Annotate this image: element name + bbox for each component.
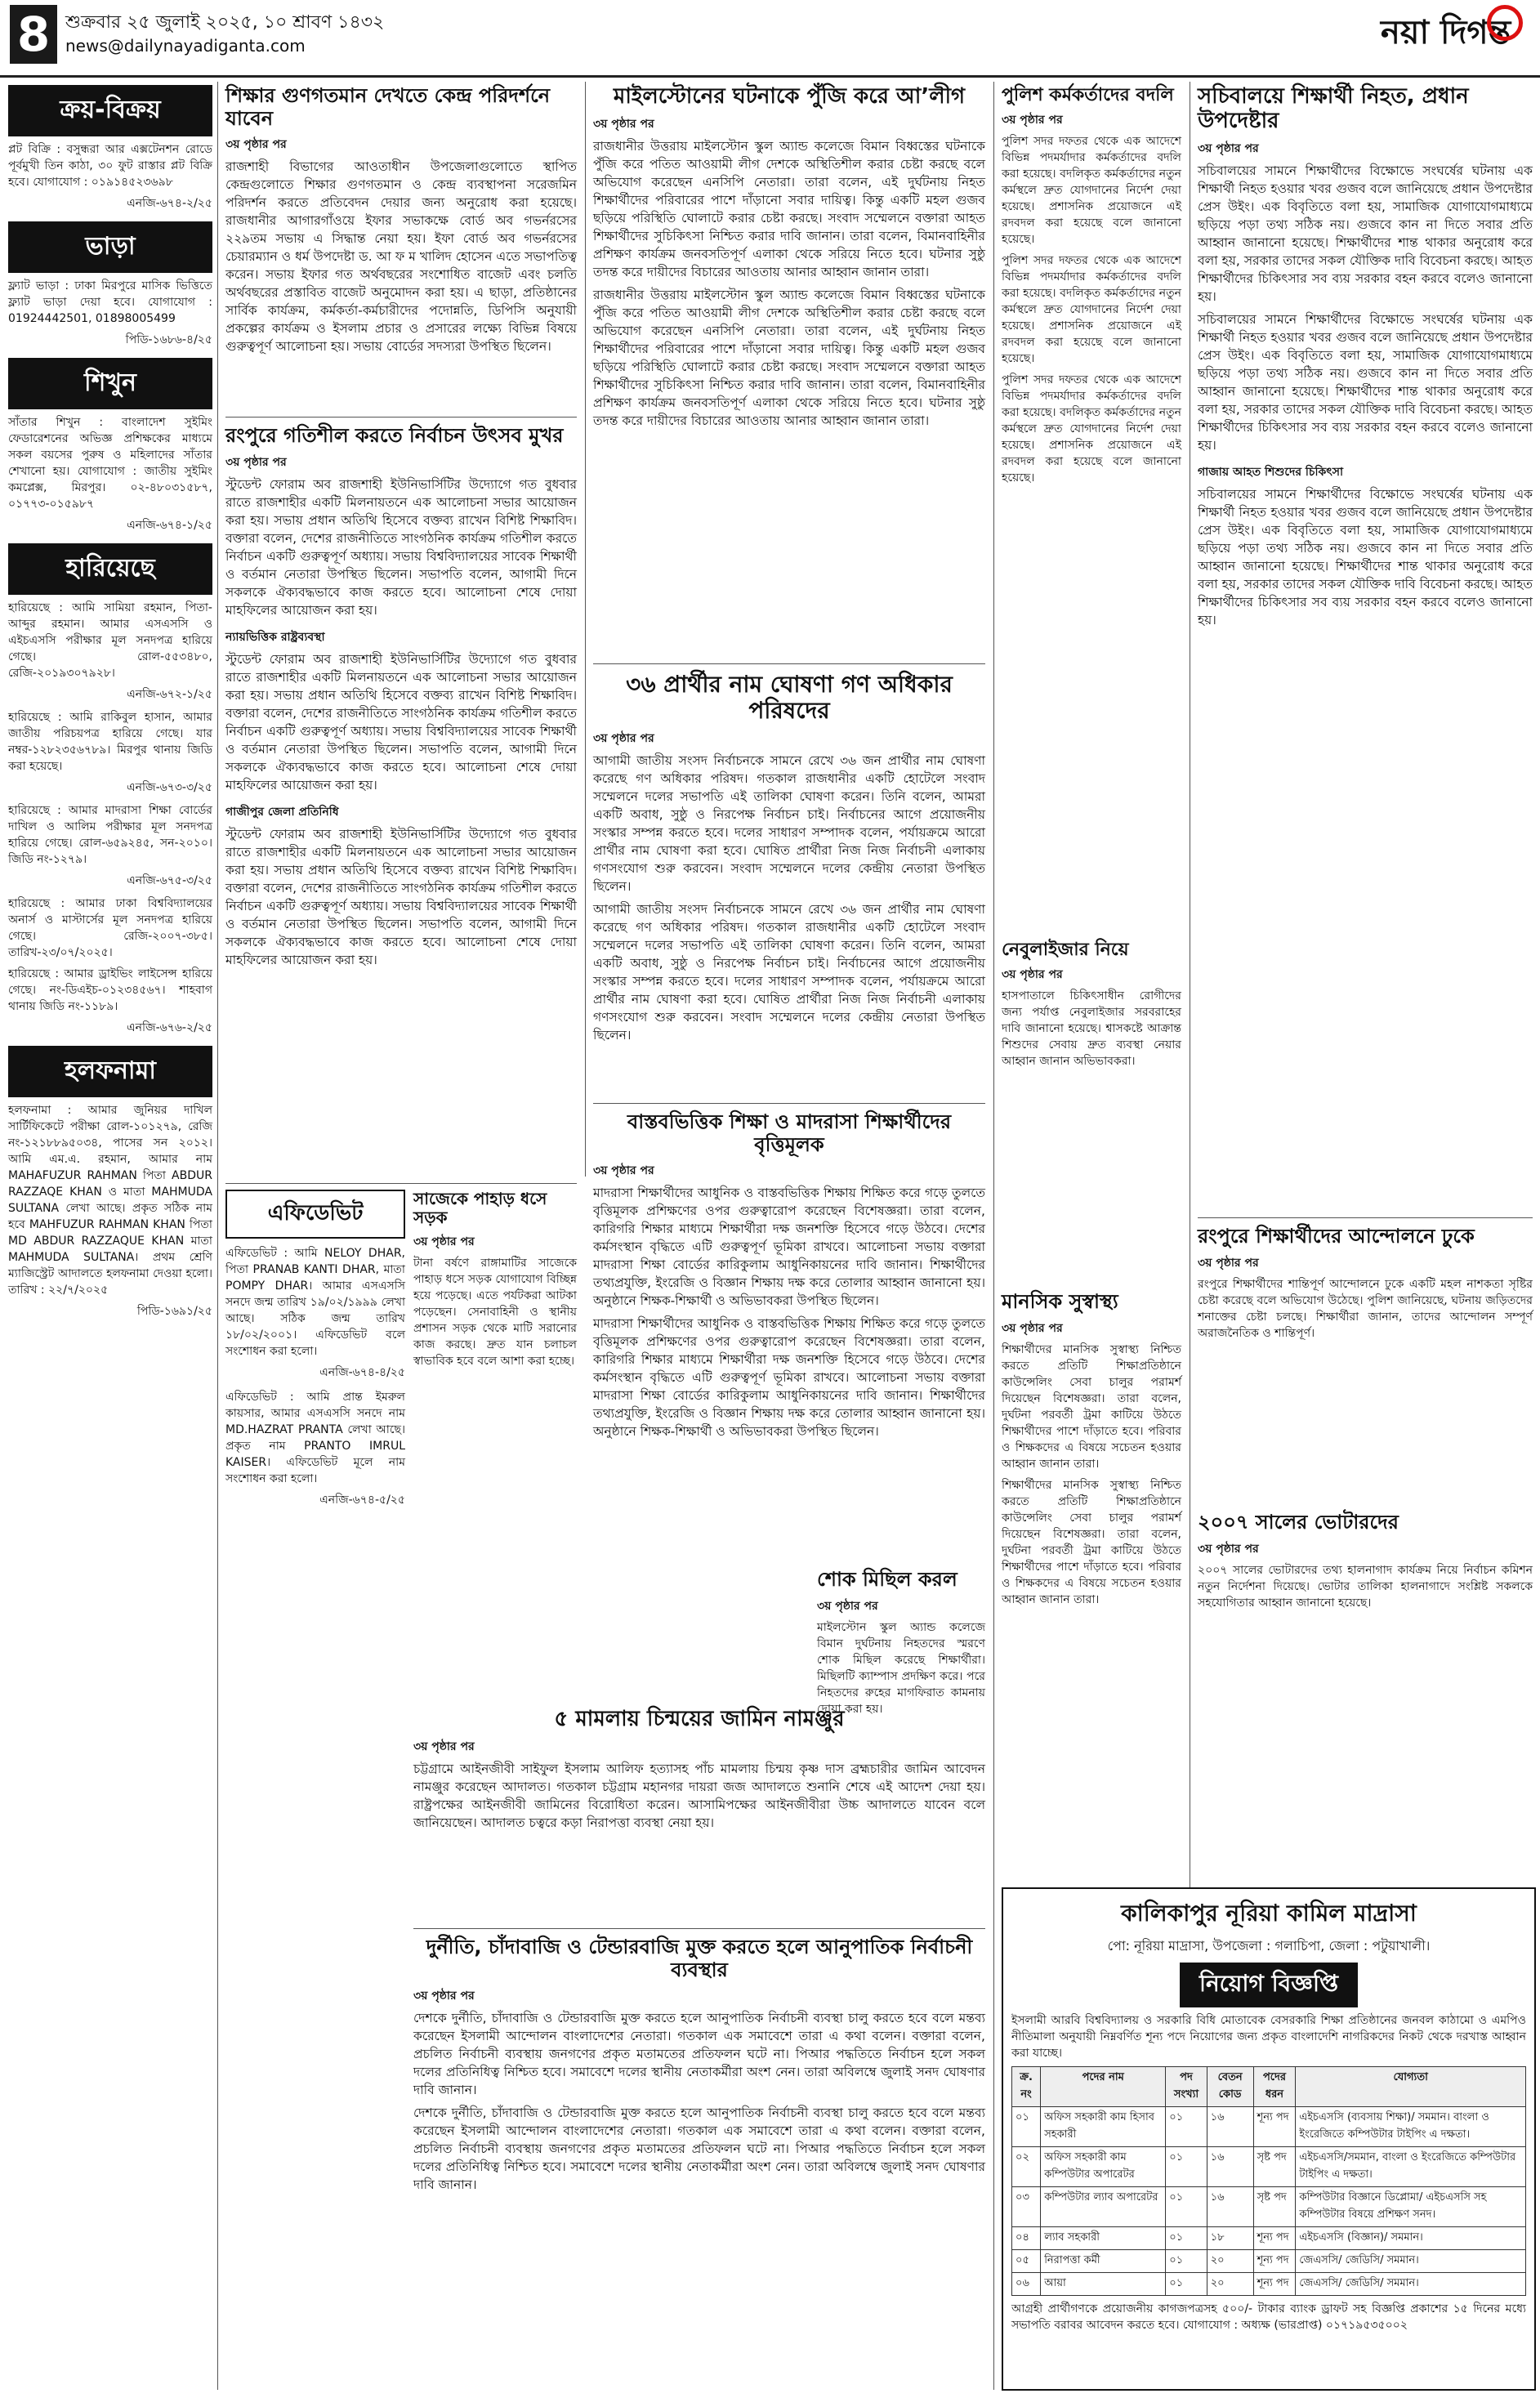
body: সচিবালয়ের সামনে শিক্ষার্থীদের বিক্ষোভে সংঘর্ষের ঘটনায় এক শিক্ষার্থী নিহত হওয়ার খবর গুজব বলে জানিয়েছে প্রধান উপদেষ্টার প্রেস উইং। এক বিবৃতিতে বলা হয়, সামাজিক যোগাযোগমাধ্যমে ছড়িয়ে পড়া তথ্য সঠিক নয়। গুজবে কান না দিতে সবার প্রতি আহ্বান জানানো হয়েছে। শিক্ষার্থীদের শান্ত থাকার অনুরোধ করে বলা হয়, সরকার তাদের সকল যৌক্তিক দাবি বিবেচনা করছে। আহত শিক্ষার্থীদের চিকিৎসার সব ব্যয় সরকার বহন করবে বলেও জানানো হয়। — [1198, 163, 1533, 304]
notice-footer: আগ্রহী প্রার্থীগণকে প্রয়োজনীয় কাগজপত্রসহ ৫০০/- টাকার ব্যাংক ড্রাফট সহ বিজ্ঞপ্তি প্রকাশের ১৫ দিনের মধ্যে সভাপতি বরাবর আবেদন করতে হবে। যোগাযোগ : অধ্যক্ষ (ভারপ্রাপ্ত) ০১৭১৯৫৩৫০০২ — [1011, 2302, 1526, 2332]
body: মাদরাসা শিক্ষার্থীদের আধুনিক ও বাস্তবভিত্তিক শিক্ষায় শিক্ষিত করে গড়ে তুলতে বৃত্তিমূলক প্রশিক্ষণের ওপর গুরুত্বারোপ করেছেন বিশেষজ্ঞরা। তারা বলেন, কারিগরি শিক্ষার মাধ্যমে শিক্ষার্থীরা দক্ষ জনশক্তি হিসেবে গড়ে উঠবে। দেশের কর্মসংস্থান বৃদ্ধিতে এটি গুরুত্বপূর্ণ ভূমিকা রাখবে। আলোচনা সভায় বক্তারা মাদরাসা শিক্ষা বোর্ডের কারিকুলাম আধুনিকায়নের দাবি জানান। শিক্ষার্থীদের তথ্যপ্রযুক্তি, ইংরেজি ও বিজ্ঞান শিক্ষায় দক্ষ করে তোলার আহ্বান জানানো হয়। অনুষ্ঠানে শিক্ষক-শিক্ষার্থী ও অভিভাবকরা উপস্থিত ছিলেন। — [593, 1186, 985, 1309]
buy-sell-code: এনজি-৬৭৪-২/২৫ — [127, 197, 212, 210]
subhead: গাজীপুর জেলা প্রতিনিধি — [225, 805, 339, 819]
column-divider — [585, 82, 586, 1177]
article-chinmoy — [413, 1708, 985, 1920]
affidavit-ad-title: এফিডেভিট — [225, 1190, 405, 1239]
body: আগামী জাতীয় সংসদ নির্বাচনকে সামনে রেখে ৩৬ জন প্রার্থীর নাম ঘোষণা করেছে গণ অধিকার পরিষদ। গতকাল রাজধানীর একটি হোটেলে সংবাদ সম্মেলনে দলের সভাপতি এই তালিকা ঘোষণা করেন। তিনি বলেন, আমরা একটি অবাধ, সুষ্ঠু ও নিরপেক্ষ নির্বাচন চাই। নির্বাচনের আগে প্রয়োজনীয় সংস্কার সম্পন্ন করতে হবে। দলের সাধারণ সম্পাদক বলেন, পর্যায়ক্রমে আরো প্রার্থীর নাম ঘোষণা করা হবে। ঘোষিত প্রার্থীরা নিজ নিজ নির্বাচনী এলাকায় গণসংযোগ শুরু করবেন। সংবাদ সম্মেলনে দলের কেন্দ্রীয় নেতারা উপস্থিত ছিলেন। — [593, 902, 985, 1043]
article-2007-voters — [1198, 1512, 1533, 1879]
cell: আয়া — [1041, 2273, 1166, 2296]
headline: ৫ মামলায় চিন্ময়ের জামিন নামঞ্জুর — [554, 1707, 845, 1731]
notice-title: নিয়োগ বিজ্ঞপ্তি — [1180, 1963, 1358, 2007]
divider — [225, 417, 577, 418]
body: হাসপাতালে চিকিৎসাধীন রোগীদের জন্য পর্যাপ্ত নেবুলাইজার সরবরাহের দাবি জানানো হয়েছে। শ্বাসকষ্টে আক্রান্ত শিশুদের সেবায় দ্রুত ব্যবস্থা নেয়ার আহ্বান জানান অভিভাবকরা। — [1002, 989, 1181, 1069]
rent-code: পিডি-১৬৮৬-৪/২৫ — [125, 333, 212, 346]
cell: জেএসসি/ জেডিসি/ সমমান। — [1296, 2250, 1526, 2273]
buy-sell-text: প্লট বিক্রি : বসুন্ধরা আর এক্সটেনশন রোডে পূর্বমুখী তিন কাঠা, ৩০ ফুট রাস্তার প্লট বিক্রি হবে। যোগাযোগ : ০১৯১৪৫২৩৬৯৮ — [8, 143, 212, 189]
headline: নেবুলাইজার নিয়ে — [1002, 940, 1129, 960]
cell: ০৫ — [1012, 2250, 1041, 2273]
cell: ০৬ — [1012, 2273, 1041, 2296]
learn-text: সাঁতার শিখুন : বাংলাদেশ সুইমিং ফেডারেশনের অভিজ্ঞ প্রশিক্ষকের মাধ্যমে সকল বয়সের পুরুষ ও মহিলাদের সাঁতার শেখানো হয়। যোগাযোগ : জাতীয় সুইমিং কমপ্লেক্স, মিরপুর। ০২-৪৮০৩১৫৮৭, ০১৭৭৩-০১৫৯৮৭ — [8, 416, 212, 511]
kicker: ৩য় পৃষ্ঠার পর — [593, 732, 654, 746]
body: রংপুরে শিক্ষার্থীদের শান্তিপূর্ণ আন্দোলনে ঢুকে একটি মহল নাশকতা সৃষ্টির চেষ্টা করেছে বলে অভিযোগ উঠেছে। পুলিশ জানিয়েছে, ঘটনায় জড়িতদের শনাক্তের চেষ্টা চলছে। শিক্ষার্থীরা জানান, তাদের আন্দোলন সম্পূর্ণ অরাজনৈতিক ও শান্তিপূর্ণ। — [1198, 1277, 1533, 1340]
table-header: যোগ্যতা — [1296, 2067, 1526, 2107]
kicker: ৩য় পৃষ্ঠার পর — [1198, 1542, 1259, 1556]
kicker: ৩য় পৃষ্ঠার পর — [413, 1739, 475, 1753]
divider — [1198, 1217, 1533, 1218]
cell: ০১ — [1012, 2107, 1041, 2147]
cell: ২০ — [1207, 2273, 1253, 2296]
notice-org: কালিকাপুর নূরিয়া কামিল মাদ্রাসা — [1121, 1900, 1417, 1927]
body: পুলিশ সদর দফতর থেকে এক আদেশে বিভিন্ন পদমর্যাদার কর্মকর্তাদের বদলি করা হয়েছে। বদলিকৃত কর্মকর্তাদের নতুন কর্মস্থলে দ্রুত যোগদানের নির্দেশ দেয়া হয়েছে। প্রশাসনিক প্রয়োজনে এই রদবদল করা হয়েছে বলে জানানো হয়েছে। — [1002, 373, 1181, 485]
page-number: 8 — [10, 5, 57, 64]
cell: এইচএসসি (ব্যবসায় শিক্ষা)/ সমমান। বাংলা ও ইংরেজিতে কম্পিউটার টাইপিং এ দক্ষতা। — [1296, 2107, 1526, 2147]
table-row — [1012, 2227, 1526, 2250]
logo-ring-icon — [1487, 5, 1523, 41]
page-header — [0, 0, 1540, 78]
affidavit-ad-item: এফিডেভিট : আমি NELOY DHAR, পিতা PRANAB KANTI DHAR, মাতা POMPY DHAR। আমার এসএসসি সনদে জন্ম তারিখ ১৯/০২/১৯৯৯ লেখা আছে। সঠিক জন্ম তারিখ ১৮/০২/২০০১। এফিডেভিট বলে সংশোধন করা হলো। — [225, 1247, 405, 1358]
body: রাজশাহী বিভাগের আওতাধীন উপজেলাগুলোতে স্থাপিত কেন্দ্রগুলোতে শিক্ষার গুণগতমান ও কেন্দ্র ব্যবস্থাপনা সরেজমিন পরিদর্শন করতে প্রতিবেদন দেয়ার জন্য অনুরোধ করা হয়েছে। রাজধানীর আগারগাঁওয়ে ইফার সভাকক্ষে বোর্ড অব গভর্নরসের ২২৯তম সভায় এ সিদ্ধান্ত নেয়া হয়। ইফা বোর্ড অব গভর্নরসের চেয়ারম্যান ও ধর্ম উপদেষ্টা ড. আ ফ ম খালিদ হোসেন এতে সভাপতিত্ব করেন। সভায় ইফার গত অর্থবছরের সংশোধিত বাজেট এবং চলতি অর্থবছরের প্রস্তাবিত বাজেট অনুমোদন করা হয়। এ ছাড়া, প্রতিষ্ঠানের সার্বিক কার্যক্রম, কর্মকর্তা-কর্মচারীদের পদোন্নতি, ডিপিসি অনুযায়ী প্রকল্পের কার্যক্রম ও ইসলাম প্রচার ও প্রসারের লক্ষ্যে বিভিন্ন বিষয়ে গুরুত্বপূর্ণ আলোচনা হয়। সভায় বোর্ডের সদস্যরা উপস্থিত ছিলেন। — [225, 159, 577, 355]
kicker: ৩য় পৃষ্ঠার পর — [593, 1164, 654, 1178]
headline: ৩৬ প্রার্থীর নাম ঘোষণা গণ অধিকার পরিষদের — [626, 671, 953, 725]
article-rangpur-election — [225, 425, 577, 1177]
lost-item: হারিয়েছে : আমি রাকিবুল হাসান, আমার জাতীয় পরিচয়পত্র হারিয়ে গেছে। যার নম্বর-১২৮২৩৫৬৭৮৯। মিরপুর থানায় জিডি করা হয়েছে। — [8, 711, 212, 773]
article-nebulizer — [1002, 940, 1181, 1283]
cell: ০১ — [1166, 2107, 1207, 2147]
article-sajek — [413, 1190, 577, 1614]
learn-title: শিখুন — [8, 358, 212, 409]
divider — [225, 1183, 577, 1184]
article-secretariat — [1198, 85, 1533, 1131]
notice-intro: ইসলামী আরবি বিশ্ববিদ্যালয় ও সরকারি বিধি মোতাবেক বেসরকারি শিক্ষা প্রতিষ্ঠানের জনবল কাঠামো ও এমপিও নীতিমালা অনুযায়ী নিম্নবর্ণিত শূন্য পদে নিয়োগের জন্য প্রকৃত বাংলাদেশি নাগরিকদের নিকট থেকে দরখাস্ত আহ্বান করা যাচ্ছে। — [1011, 2014, 1526, 2060]
cell: নিরাপত্তা কর্মী — [1041, 2250, 1166, 2273]
rent-title: ভাড়া — [8, 221, 212, 273]
body: ২০০৭ সালের ভোটারদের তথ্য হালনাগাদ কার্যক্রম নিয়ে নির্বাচন কমিশন নতুন নির্দেশনা দিয়েছে। ভোটার তালিকা হালনাগাদে সংশ্লিষ্ট সকলকে সহযোগিতার আহ্বান জানানো হয়েছে। — [1198, 1563, 1533, 1610]
body: টানা বর্ষণে রাঙ্গামাটির সাজেকে পাহাড় ধসে সড়ক যোগাযোগ বিচ্ছিন্ন হয়ে পড়েছে। এতে পর্যটকরা আটকা পড়েছেন। সেনাবাহিনী ও স্থানীয় প্রশাসন সড়ক থেকে মাটি সরানোর কাজ করছে। দ্রুত যান চলাচল স্বাভাবিক হবে বলে আশা করা হচ্ছে। — [413, 1257, 577, 1368]
divider — [593, 1103, 985, 1104]
body: মাদরাসা শিক্ষার্থীদের আধুনিক ও বাস্তবভিত্তিক শিক্ষায় শিক্ষিত করে গড়ে তুলতে বৃত্তিমূলক প্রশিক্ষণের ওপর গুরুত্বারোপ করেছেন বিশেষজ্ঞরা। তারা বলেন, কারিগরি শিক্ষার মাধ্যমে শিক্ষার্থীরা দক্ষ জনশক্তি হিসেবে গড়ে উঠবে। দেশের কর্মসংস্থান বৃদ্ধিতে এটি গুরুত্বপূর্ণ ভূমিকা রাখবে। আলোচনা সভায় বক্তারা মাদরাসা শিক্ষা বোর্ডের কারিকুলাম আধুনিকায়নের দাবি জানান। শিক্ষার্থীদের তথ্যপ্রযুক্তি, ইংরেজি ও বিজ্ঞান শিক্ষায় দক্ষ করে তোলার আহ্বান জানানো হয়। অনুষ্ঠানে শিক্ষক-শিক্ষার্থী ও অভিভাবকরা উপস্থিত ছিলেন। — [593, 1316, 985, 1440]
lost-code: এনজি-৬৭৩-৩/২৫ — [127, 781, 212, 794]
table-row — [1012, 2147, 1526, 2187]
cell: কম্পিউটার বিজ্ঞানে ডিপ্লোমা/ এইচএসসি সহ কম্পিউটার বিষয়ে প্রশিক্ষণ সনদ। — [1296, 2187, 1526, 2227]
cell: শূন্য পদ — [1253, 2273, 1296, 2296]
cell: কম্পিউটার ল্যাব অপারেটর — [1041, 2187, 1166, 2227]
article-milestone — [593, 85, 985, 657]
lost-item: হারিয়েছে : আমার মাদরাসা শিক্ষা বোর্ডের দাখিল ও আলিম পরীক্ষার মূল সনদপত্র হারিয়ে গেছে। রোল-৬৫৯২৪৫, সন-২০১০। জিডি নং-১২৭৯। — [8, 804, 212, 866]
kicker: ৩য় পৃষ্ঠার পর — [1002, 1321, 1063, 1335]
kicker: ৩য় পৃষ্ঠার পর — [225, 138, 287, 152]
headline: মাইলস্টোনের ঘটনাকে পুঁজি করে আ’লীগ — [613, 84, 966, 109]
body: স্টুডেন্ট ফোরাম অব রাজশাহী ইউনিভার্সিটির উদ্যোগে গত বুধবার রাতে রাজশাহীর একটি মিলনায়তনে এক আলোচনা সভার আয়োজন করা হয়। সভায় প্রধান অতিথি হিসেবে বক্তব্য রাখেন বিশিষ্ট শিক্ষাবিদ। বক্তারা বলেন, দেশের রাজনীতিতে সাংগঠনিক কার্যক্রম গতিশীল করতে নির্বাচন একটি গুরুত্বপূর্ণ অধ্যায়। সভায় বিশ্ববিদ্যালয়ের সাবেক শিক্ষার্থী ও বর্তমান নেতারা উপস্থিত ছিলেন। সভাপতি বলেন, আগামী দিনে সকলকে ঐক্যবদ্ধভাবে কাজ করতে হবে। আলোচনা শেষে দোয়া মাহফিলের আয়োজন করা হয়। — [225, 651, 577, 793]
headline: শিক্ষার গুণগতমান দেখতে কেন্দ্র পরিদর্শনে যাবেন — [225, 84, 551, 130]
cell: জেএসসি/ জেডিসি/ সমমান। — [1296, 2273, 1526, 2296]
cell: ০৩ — [1012, 2187, 1041, 2227]
affidavit-ad-item: এফিডেভিট : আমি প্রান্ত ইমরুল কায়সার, আমার এসএসসি সনদে নাম MD.HAZRAT PRANTA লেখা আছে। প্রকৃত নাম PRANTO IMRUL KAISER। এফিডেভিট মূলে নাম সংশোধন করা হলো। — [225, 1391, 405, 1485]
body: আগামী জাতীয় সংসদ নির্বাচনকে সামনে রেখে ৩৬ জন প্রার্থীর নাম ঘোষণা করেছে গণ অধিকার পরিষদ। গতকাল রাজধানীর একটি হোটেলে সংবাদ সম্মেলনে দলের সভাপতি এই তালিকা ঘোষণা করেন। তিনি বলেন, আমরা একটি অবাধ, সুষ্ঠু ও নিরপেক্ষ নির্বাচন চাই। নির্বাচনের আগে প্রয়োজনীয় সংস্কার সম্পন্ন করতে হবে। দলের সাধারণ সম্পাদক বলেন, পর্যায়ক্রমে আরো প্রার্থীর নাম ঘোষণা করা হবে। ঘোষিত প্রার্থীরা নিজ নিজ নির্বাচনী এলাকায় গণসংযোগ শুরু করবেন। সংবাদ সম্মেলনে দলের কেন্দ্রীয় নেতারা উপস্থিত ছিলেন। — [593, 753, 985, 895]
article-rangpur-students — [1198, 1226, 1533, 1503]
kicker: ৩য় পৃষ্ঠার পর — [413, 1235, 475, 1248]
cell: এইচএসসি/সমমান, বাংলা ও ইংরেজিতে কম্পিউটার টাইপিং এ দক্ষতা। — [1296, 2147, 1526, 2187]
body: দেশকে দুর্নীতি, চাঁদাবাজি ও টেন্ডারবাজি মুক্ত করতে হলে আনুপাতিক নির্বাচনী ব্যবস্থা চালু করতে হবে বলে মন্তব্য করেছেন ইসলামী আন্দোলন বাংলাদেশের নেতারা। গতকাল এক সমাবেশে তারা এ কথা বলেন। বক্তারা বলেন, প্রচলিত নির্বাচনী ব্যবস্থায় জনগণের প্রকৃত মতামতের প্রতিফলন ঘটে না। পিআর পদ্ধতিতে নির্বাচন হলে সকল দলের প্রতিনিধিত্ব নিশ্চিত হবে। সমাবেশে দলের স্থানীয় নেতাকর্মীরা অংশ নেন। তারা অবিলম্বে জুলাই সনদ ঘোষণার দাবি জানান। — [413, 2011, 985, 2098]
lost-title: হারিয়েছে — [8, 543, 212, 595]
column-divider — [217, 82, 218, 2390]
cell: ০১ — [1166, 2227, 1207, 2250]
cell: অফিস সহকারী কাম হিসাব সহকারী — [1041, 2107, 1166, 2147]
article-education-quality — [225, 85, 577, 412]
cell: ০১ — [1166, 2187, 1207, 2227]
table-header: বেতন কোড — [1207, 2067, 1253, 2107]
kicker: ৩য় পৃষ্ঠার পর — [1198, 1256, 1259, 1270]
cell: ২০ — [1207, 2250, 1253, 2273]
table-header: পদের ধরন — [1253, 2067, 1296, 2107]
affidavit-ads — [225, 1190, 405, 2389]
kicker: ৩য় পৃষ্ঠার পর — [817, 1599, 878, 1613]
body: সচিবালয়ের সামনে শিক্ষার্থীদের বিক্ষোভে সংঘর্ষের ঘটনায় এক শিক্ষার্থী নিহত হওয়ার খবর গুজব বলে জানিয়েছে প্রধান উপদেষ্টার প্রেস উইং। এক বিবৃতিতে বলা হয়, সামাজিক যোগাযোগমাধ্যমে ছড়িয়ে পড়া তথ্য সঠিক নয়। গুজবে কান না দিতে সবার প্রতি আহ্বান জানানো হয়েছে। শিক্ষার্থীদের শান্ত থাকার অনুরোধ করে বলা হয়, সরকার তাদের সকল যৌক্তিক দাবি বিবেচনা করছে। আহত শিক্ষার্থীদের চিকিৎসার সব ব্যয় সরকার বহন করবে বলেও জানানো হয়। — [1198, 311, 1533, 453]
cell: শূন্য পদ — [1253, 2227, 1296, 2250]
contact-email[interactable]: news@dailynayadiganta.com — [65, 36, 306, 56]
newspaper-logo — [1381, 7, 1528, 64]
cell: ১৬ — [1207, 2147, 1253, 2187]
classifieds-column — [8, 85, 212, 2389]
body: পুলিশ সদর দফতর থেকে এক আদেশে বিভিন্ন পদমর্যাদার কর্মকর্তাদের বদলি করা হয়েছে। বদলিকৃত কর্মকর্তাদের নতুন কর্মস্থলে দ্রুত যোগদানের নির্দেশ দেয়া হয়েছে। প্রশাসনিক প্রয়োজনে এই রদবদল করা হয়েছে বলে জানানো হয়েছে। — [1002, 254, 1181, 366]
body: রাজধানীর উত্তরায় মাইলস্টোন স্কুল অ্যান্ড কলেজে বিমান বিধ্বস্তের ঘটনাকে পুঁজি করে পতিত আওয়ামী লীগ দেশকে অস্থিতিশীল করার চেষ্টা করছে বলে অভিযোগ করেছেন এনসিপি নেতারা। তারা বলেন, এই দুর্ঘটনায় নিহত শিক্ষার্থীদের পরিবারের পাশে দাঁড়ানো সবার দায়িত্ব। কিন্তু একটি মহল গুজব ছড়িয়ে পরিস্থিতি ঘোলাটে করার চেষ্টা করছে। সংবাদ সম্মেলনে বক্তারা আহত শিক্ষার্থীদের সুচিকিৎসা নিশ্চিত করার দাবি জানান। তারা বলেন, বিমানবাহিনীর প্রশিক্ষণ কার্যক্রম জনবসতিপূর্ণ এলাকা থেকে সরিয়ে নিতে হবে। ঘটনার সুষ্ঠু তদন্ত করে দায়ীদের বিচারের আওতায় আনার আহ্বান জানান তারা। — [593, 287, 985, 428]
kicker: ৩য় পৃষ্ঠার পর — [225, 455, 287, 469]
headline: রংপুরে গতিশীল করতে নির্বাচন উৎসব মুখর — [225, 424, 564, 447]
body: স্টুডেন্ট ফোরাম অব রাজশাহী ইউনিভার্সিটির উদ্যোগে গত বুধবার রাতে রাজশাহীর একটি মিলনায়তনে এক আলোচনা সভার আয়োজন করা হয়। সভায় প্রধান অতিথি হিসেবে বক্তব্য রাখেন বিশিষ্ট শিক্ষাবিদ। বক্তারা বলেন, দেশের রাজনীতিতে সাংগঠনিক কার্যক্রম গতিশীল করতে নির্বাচন একটি গুরুত্বপূর্ণ অধ্যায়। সভায় বিশ্ববিদ্যালয়ের সাবেক শিক্ষার্থী ও বর্তমান নেতারা উপস্থিত ছিলেন। সভাপতি বলেন, আগামী দিনে সকলকে ঐক্যবদ্ধভাবে কাজ করতে হবে। আলোচনা শেষে দোয়া মাহফিলের আয়োজন করা হয়। — [225, 826, 577, 967]
affidavit-text: হলফনামা : আমার জুনিয়র দাখিল সার্টিফিকেটে পরীক্ষা রোল-১০১২৭৯, রেজি নং-১২১৮৮৯৫০৩৪, পাসের সন ২০১২। আমি এম.এ. রহমান, আমার নাম MAHAFUZUR RAHMAN পিতা ABDUR RAZZAQE KHAN ও মাতা MAHMUDA SULTANA লেখা আছে। প্রকৃত সঠিক নাম হবে MAHFUZUR RAHMAN KHAN পিতা MD ABDUR RAZZAQUE KHAN মাতা MAHMUDA SULTANA। প্রথম শ্রেণি ম্যাজিস্ট্রেট আদালতে হলফনামা দেওয়া হলো। তারিখ : ২২/৭/২০২৫ — [8, 1104, 212, 1297]
cell: ল্যাব সহকারী — [1041, 2227, 1166, 2250]
cell: ১৮ — [1207, 2227, 1253, 2250]
table-row — [1012, 2273, 1526, 2296]
lost-code: এনজি-৬৭৬-২/২৫ — [127, 1021, 212, 1034]
divider — [413, 1928, 985, 1929]
cell: ০২ — [1012, 2147, 1041, 2187]
lost-item: হারিয়েছে : আমি সামিয়া রহমান, পিতা-আব্দুর রহমান। আমার এসএসসি ও এইচএসসি পরীক্ষার মূল সনদপত্র হারিয়ে গেছে। রোল-৫৫৩৪৮০, রেজি-২০১৯৩০৭৯২৮। — [8, 601, 212, 680]
cell: ১৬ — [1207, 2107, 1253, 2147]
body: স্টুডেন্ট ফোরাম অব রাজশাহী ইউনিভার্সিটির উদ্যোগে গত বুধবার রাতে রাজশাহীর একটি মিলনায়তনে এক আলোচনা সভার আয়োজন করা হয়। সভায় প্রধান অতিথি হিসেবে বক্তব্য রাখেন বিশিষ্ট শিক্ষাবিদ। বক্তারা বলেন, দেশের রাজনীতিতে সাংগঠনিক কার্যক্রম গতিশীল করতে নির্বাচন একটি গুরুত্বপূর্ণ অধ্যায়। সভায় বিশ্ববিদ্যালয়ের সাবেক শিক্ষার্থী ও বর্তমান নেতারা উপস্থিত ছিলেন। সভাপতি বলেন, আগামী দিনে সকলকে ঐক্যবদ্ধভাবে কাজ করতে হবে। আলোচনা শেষে দোয়া মাহফিলের আয়োজন করা হয়। — [225, 476, 577, 618]
table-header: পদের নাম — [1041, 2067, 1166, 2107]
headline: বাস্তবভিত্তিক শিক্ষা ও মাদরাসা শিক্ষার্থীদের বৃত্তিমূলক — [627, 1110, 952, 1156]
logo-text: নয়া দিগন্ত — [1381, 13, 1511, 51]
article-candidates — [593, 672, 985, 1096]
subhead: গাজায় আহত শিশুদের চিকিৎসা — [1198, 465, 1344, 479]
kicker: ৩য় পৃষ্ঠার পর — [1002, 114, 1063, 127]
body: মাইলস্টোন স্কুল অ্যান্ড কলেজে বিমান দুর্ঘটনায় নিহতদের স্মরণে শোক মিছিল করেছে শিক্ষার্থীরা। মিছিলটি ক্যাম্পাস প্রদক্ষিণ করে। পরে নিহতদের রুহের মাগফিরাত কামনায় দোয়া করা হয়। — [817, 1620, 985, 1716]
cell: ০১ — [1166, 2147, 1207, 2187]
cell: ০১ — [1166, 2273, 1207, 2296]
body: দেশকে দুর্নীতি, চাঁদাবাজি ও টেন্ডারবাজি মুক্ত করতে হলে আনুপাতিক নির্বাচনী ব্যবস্থা চালু করতে হবে বলে মন্তব্য করেছেন ইসলামী আন্দোলন বাংলাদেশের নেতারা। গতকাল এক সমাবেশে তারা এ কথা বলেন। বক্তারা বলেন, প্রচলিত নির্বাচনী ব্যবস্থায় জনগণের প্রকৃত মতামতের প্রতিফলন ঘটে না। পিআর পদ্ধতিতে নির্বাচন হলে সকল দলের প্রতিনিধিত্ব নিশ্চিত হবে। সমাবেশে দলের স্থানীয় নেতাকর্মীরা অংশ নেন। তারা অবিলম্বে জুলাই সনদ ঘোষণার দাবি জানান। — [413, 2106, 985, 2193]
notice-address: পো: নূরিয়া মাদ্রাসা, উপজেলা : গলাচিপা, জেলা : পটুয়াখালী। — [1107, 1938, 1431, 1954]
table-header: পদ সংখ্যা — [1166, 2067, 1207, 2107]
lost-code: এনজি-৬৭৫-৩/২৫ — [127, 874, 212, 887]
issue-date: শুক্রবার ২৫ জুলাই ২০২৫, ১০ শ্রাবণ ১৪৩২ — [65, 12, 385, 33]
body: রাজধানীর উত্তরায় মাইলস্টোন স্কুল অ্যান্ড কলেজে বিমান বিধ্বস্তের ঘটনাকে পুঁজি করে পতিত আওয়ামী লীগ দেশকে অস্থিতিশীল করার চেষ্টা করছে বলে অভিযোগ করেছেন এনসিপি নেতারা। তারা বলেন, এই দুর্ঘটনায় নিহত শিক্ষার্থীদের পরিবারের পাশে দাঁড়ানো সবার দায়িত্ব। কিন্তু একটি মহল গুজব ছড়িয়ে পরিস্থিতি ঘোলাটে করার চেষ্টা করছে। সংবাদ সম্মেলনে বক্তারা আহত শিক্ষার্থীদের সুচিকিৎসা নিশ্চিত করার দাবি জানান। তারা বলেন, বিমানবাহিনীর প্রশিক্ষণ কার্যক্রম জনবসতিপূর্ণ এলাকা থেকে সরিয়ে নিতে হবে। ঘটনার সুষ্ঠু তদন্ত করে দায়ীদের বিচারের আওতায় আনার আহ্বান জানান তারা। — [593, 138, 985, 279]
article-police — [1002, 85, 1181, 935]
body: শিক্ষার্থীদের মানসিক সুস্বাস্থ্য নিশ্চিত করতে প্রতিটি শিক্ষাপ্রতিষ্ঠানে কাউন্সেলিং সেবা চালুর পরামর্শ দিয়েছেন বিশেষজ্ঞরা। তারা বলেন, দুর্ঘটনা পরবর্তী ট্রমা কাটিয়ে উঠতে শিক্ষার্থীদের পাশে দাঁড়াতে হবে। পরিবার ও শিক্ষকদের এ বিষয়ে সচেতন হওয়ার আহ্বান জানান তারা। — [1002, 1478, 1181, 1606]
kicker: ৩য় পৃষ্ঠার পর — [1002, 968, 1063, 982]
headline: দুর্নীতি, চাঁদাবাজি ও টেন্ডারবাজি মুক্ত করতে হলে আনুপাতিক নির্বাচনী ব্যবস্থার — [426, 1936, 973, 1981]
article-corruption — [413, 1936, 985, 2389]
article-mourning — [817, 1568, 985, 1716]
article-madrasa — [593, 1111, 985, 1569]
table-header: ক্র. নং — [1012, 2067, 1041, 2107]
cell: এইচএসসি (বিজ্ঞান)/ সমমান। — [1296, 2227, 1526, 2250]
cell: ১৬ — [1207, 2187, 1253, 2227]
headline: শোক মিছিল করল — [817, 1568, 957, 1591]
learn-code: এনজি-৬৭৪-১/২৫ — [127, 519, 212, 532]
cell: শূন্য পদ — [1253, 2250, 1296, 2273]
table-row — [1012, 2107, 1526, 2147]
body: সচিবালয়ের সামনে শিক্ষার্থীদের বিক্ষোভে সংঘর্ষের ঘটনায় এক শিক্ষার্থী নিহত হওয়ার খবর গুজব বলে জানিয়েছে প্রধান উপদেষ্টার প্রেস উইং। এক বিবৃতিতে বলা হয়, সামাজিক যোগাযোগমাধ্যমে ছড়িয়ে পড়া তথ্য সঠিক নয়। গুজবে কান না দিতে সবার প্রতি আহ্বান জানানো হয়েছে। শিক্ষার্থীদের শান্ত থাকার অনুরোধ করে বলা হয়, সরকার তাদের সকল যৌক্তিক দাবি বিবেচনা করছে। আহত শিক্ষার্থীদের চিকিৎসার সব ব্যয় সরকার বহন করবে বলেও জানানো হয়। — [1198, 486, 1533, 627]
cell: ০১ — [1166, 2250, 1207, 2273]
lost-code: এনজি-৬৭২-১/২৫ — [127, 688, 212, 701]
table-row — [1012, 2187, 1526, 2227]
cell: ০৪ — [1012, 2227, 1041, 2250]
affidavit-title: হলফনামা — [8, 1046, 212, 1097]
lost-item: হারিয়েছে : আমার ঢাকা বিশ্ববিদ্যালয়ের অনার্স ও মাস্টার্সের মূল সনদপত্র হারিয়ে গেছে। রেজি-২০০৭-৩৮৫। তারিখ-২৩/০৭/২০২৫। — [8, 897, 212, 959]
affidavit-ad-code: এনজি-৬৭৪-৪/২৫ — [319, 1366, 405, 1379]
article-mental-health — [1002, 1291, 1181, 1879]
headline: সাজেকে পাহাড় ধসে সড়ক — [413, 1189, 547, 1227]
headline: পুলিশ কর্মকর্তাদের বদলি — [1002, 85, 1174, 105]
buy-sell-title: ক্রয়-বিক্রয় — [8, 85, 212, 136]
body: চট্টগ্রামে আইনজীবী সাইফুল ইসলাম আলিফ হত্যাসহ পাঁচ মামলায় চিন্ময় কৃষ্ণ দাস ব্রহ্মচারীর জামিন আবেদন নামঞ্জুর করেছেন আদালত। গতকাল চট্টগ্রাম মহানগর দায়রা জজ আদালতে শুনানি শেষে এই আদেশ দেয়া হয়। রাষ্ট্রপক্ষের আইনজীবী জামিনের বিরোধিতা করেন। আসামিপক্ষের আইনজীবীরা উচ্চ আদালতে যাবেন বলে জানিয়েছেন। আদালত চত্বরে কড়া নিরাপত্তা ব্যবস্থা নেয়া হয়। — [413, 1761, 985, 1830]
recruitment-notice — [1002, 1887, 1536, 2391]
headline: মানসিক সুস্বাস্থ্য — [1002, 1290, 1118, 1313]
vacancy-table — [1011, 2066, 1526, 2296]
kicker: ৩য় পৃষ্ঠার পর — [1198, 141, 1259, 155]
subhead: ন্যায়ভিত্তিক রাষ্ট্রব্যবস্থা — [225, 630, 325, 644]
affidavit-code: পিডি-১৬৯১/২৫ — [136, 1305, 212, 1318]
body: পুলিশ সদর দফতর থেকে এক আদেশে বিভিন্ন পদমর্যাদার কর্মকর্তাদের বদলি করা হয়েছে। বদলিকৃত কর্মকর্তাদের নতুন কর্মস্থলে দ্রুত যোগদানের নির্দেশ দেয়া হয়েছে। প্রশাসনিক প্রয়োজনে এই রদবদল করা হয়েছে বলে জানানো হয়েছে। — [1002, 135, 1181, 247]
headline: সচিবালয়ে শিক্ষার্থী নিহত, প্রধান উপদেষ্টার — [1198, 84, 1469, 133]
cell: সৃষ্ট পদ — [1253, 2187, 1296, 2227]
column-divider — [993, 82, 994, 2390]
rent-text: ফ্ল্যাট ভাড়া : ঢাকা মিরপুরে মাসিক ভিত্তিতে ফ্ল্যাট ভাড়া দেয়া হবে। যোগাযোগ : 01924442501, 01898005499 — [8, 279, 212, 325]
cell: অফিস সহকারী কাম কম্পিউটার অপারেটর — [1041, 2147, 1166, 2187]
affidavit-ad-code: এনজি-৬৭৪-৫/২৫ — [319, 1494, 405, 1507]
lost-item: হারিয়েছে : আমার ড্রাইভিং লাইসেন্স হারিয়ে গেছে। নং-ডিএইচ-০১২৩৪৫৬৭। শাহবাগ থানায় জিডি নং-১১৮৯। — [8, 967, 212, 1013]
body: শিক্ষার্থীদের মানসিক সুস্বাস্থ্য নিশ্চিত করতে প্রতিটি শিক্ষাপ্রতিষ্ঠানে কাউন্সেলিং সেবা চালুর পরামর্শ দিয়েছেন বিশেষজ্ঞরা। তারা বলেন, দুর্ঘটনা পরবর্তী ট্রমা কাটিয়ে উঠতে শিক্ষার্থীদের পাশে দাঁড়াতে হবে। পরিবার ও শিক্ষকদের এ বিষয়ে সচেতন হওয়ার আহ্বান জানান তারা। — [1002, 1342, 1181, 1471]
table-row — [1012, 2250, 1526, 2273]
cell: সৃষ্ট পদ — [1253, 2147, 1296, 2187]
headline: ২০০৭ সালের ভোটারদের — [1198, 1511, 1399, 1534]
kicker: ৩য় পৃষ্ঠার পর — [593, 117, 654, 131]
kicker: ৩য় পৃষ্ঠার পর — [413, 1989, 475, 2003]
headline: রংপুরে শিক্ষার্থীদের আন্দোলনে ঢুকে — [1198, 1225, 1475, 1248]
cell: শূন্য পদ — [1253, 2107, 1296, 2147]
divider — [593, 663, 985, 664]
